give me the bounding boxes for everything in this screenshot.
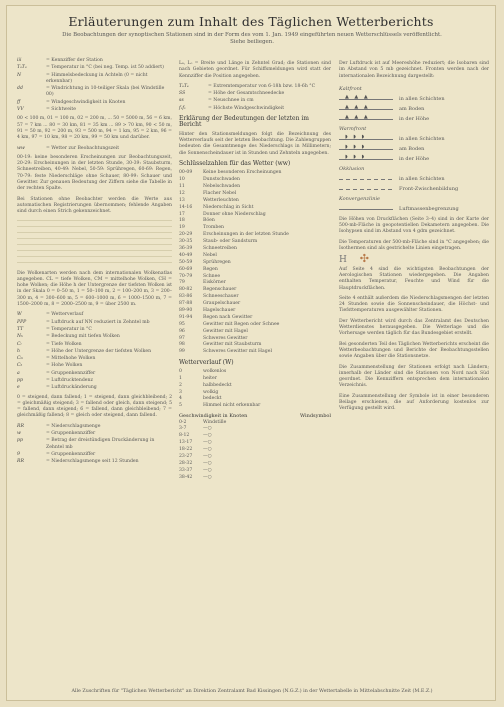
symbol-key: pp	[17, 438, 23, 444]
code-value: 30-35	[179, 239, 193, 245]
symbol-description: = Gruppenkennziffer	[46, 431, 96, 437]
front-note: in allen Schichten	[399, 135, 445, 142]
front-note: in allen Schichten	[399, 95, 445, 102]
weather-code-table	[179, 170, 331, 355]
symbol-key: Nₕ	[17, 334, 24, 340]
code-description: wolkenlos	[203, 368, 227, 374]
code-description: —○	[203, 447, 212, 453]
symbol-row	[17, 73, 172, 86]
front-row	[339, 154, 489, 164]
visibility-note: 00 < 100 m, 01 = 100 m, 02 = 200 m, ... 50 = 5000 m, 56 = 6 km, 57 = 7 km ... 80 = 30 km, 81 = 35 km ... 89 > 70 km, 90 < 50 m, 91 = 50 m, 92 = 200 m, 93 = 500 m, 94 = 1 km, 95 = 2 km, 96 = 4 km, 97 = 10 km, 98 = 20 km, 99 = 50 km und darüber.	[17, 116, 172, 141]
symbol-row	[17, 312, 172, 318]
code-row	[179, 232, 331, 238]
code-value: 1	[179, 375, 182, 381]
symbol-row	[17, 349, 172, 355]
code-row	[179, 274, 331, 280]
symbol-row	[17, 459, 172, 465]
code-description: Regenschauer	[203, 287, 237, 293]
symbol-key: fₓfₓ	[179, 105, 186, 111]
ww-symbol: ww	[17, 145, 25, 151]
front-symbol-icon	[339, 206, 399, 212]
symbol-description: = Gruppenkennziffer	[46, 451, 96, 457]
code-description: Schweres Gewitter	[203, 335, 248, 341]
symbol-description: = Wetterverlauf	[46, 312, 84, 318]
code-description: —○	[203, 426, 212, 432]
symbol-row	[17, 86, 172, 99]
code-description: Nebel	[203, 252, 217, 258]
front-note: am Boden	[399, 145, 425, 152]
code-value: 87-88	[179, 301, 193, 307]
code-row	[179, 376, 331, 382]
code-row	[179, 218, 331, 224]
symbol-description: = Höhe der Untergrenze der tiefsten Wolken	[46, 348, 152, 354]
w-heading: Wetterverlauf (W)	[179, 358, 234, 366]
symbol-key: TT	[17, 326, 24, 332]
code-description: —○	[203, 474, 212, 480]
symbol-description: = Höchste Windgeschwindigkeit	[208, 105, 285, 111]
symbol-list	[17, 58, 172, 113]
code-value: 5	[179, 403, 182, 409]
symbol-description: = Bedeckung mit tiefen Wolken	[46, 334, 120, 340]
symbol-description: = Höhe der Gesamtschneedecke	[208, 91, 285, 97]
symbol-description: = Sichtweite	[46, 107, 76, 113]
symbol-row	[17, 58, 172, 64]
code-value: 80-82	[179, 287, 193, 293]
symbol-list-2	[17, 312, 172, 391]
front-row	[339, 134, 489, 144]
symbol-row	[17, 107, 172, 113]
symbol-key: VV	[17, 107, 24, 113]
code-description: Sprühregen	[203, 259, 231, 265]
symbol-description: = Temperatur in °C	[46, 326, 92, 332]
symbol-description: = Himmelsbedeckung in Achteln (0 = nicht erkennbar)	[46, 72, 148, 84]
symbol-row	[17, 342, 172, 348]
code-value: 00-09	[179, 170, 193, 176]
code-description: —○	[203, 460, 212, 466]
front-note: in der Höhe	[399, 155, 430, 162]
symbol-key: PPP	[17, 319, 27, 325]
wind-table	[179, 420, 331, 481]
code-value: 2	[179, 382, 182, 388]
publisher-note: Der Wetterbericht wird durch das Zentralamt des Deutschen Wetterdienstes herausgegeben. Die Wetterlage und die Vorhersage werden täglich für das Bundesgebiet erstellt.	[339, 318, 489, 337]
code-description: bedeckt	[203, 396, 222, 402]
front-symbol-icon	[339, 136, 399, 142]
station-model-icon: ✣	[359, 252, 370, 266]
code-row	[179, 170, 331, 176]
symbol-key: e	[17, 385, 20, 391]
symbol-key: a	[17, 370, 20, 376]
code-description: Graupelschauer	[203, 301, 241, 307]
code-value: 96	[179, 328, 185, 334]
code-value: 89-90	[179, 307, 193, 313]
explanation-note: Hinter den Stationsmeldungen folgt die Bezeichnung des Wetterverlaufs seit der letzten Beobachtung. Die Zahlengruppen bedeuten die Gesamtmenge des Niederschlags in Millimetern; die Sonnenscheindauer ist in Stunden und Zehnteln angegeben.	[179, 131, 331, 156]
symbol-key: W	[17, 312, 22, 318]
code-description: wolkig	[203, 389, 219, 395]
front-note: Front-Zwischenbildung	[399, 185, 459, 192]
wind-header-speed: Geschwindigkeit in Knoten	[179, 412, 248, 419]
code-row	[179, 308, 331, 314]
symbol-key: h	[17, 348, 20, 354]
code-row	[179, 301, 331, 307]
code-row	[179, 468, 331, 474]
symbol-description: = Temperatur in °C (bei neg. Temp. ist 50 addiert)	[46, 65, 164, 71]
page-title: Erläuterungen zum Inhalt des Täglichen Wetterberichts	[68, 14, 434, 29]
code-row	[179, 396, 331, 402]
front-note: in allen Schichten	[399, 175, 445, 182]
code-row	[179, 336, 331, 342]
code-description: —○	[203, 440, 212, 446]
symbol-key: TₑTₑ	[179, 83, 189, 89]
code-value: 18-22	[179, 447, 193, 453]
code-row	[179, 267, 331, 273]
symbol-description: = Hohe Wolken	[46, 363, 83, 369]
isobar-note: Der Luftdruck ist auf Meereshöhe reduziert; die Isobaren sind im Abstand von 5 mb gezeichnet. Fronten werden nach der internationalen Bezeichnung dargestellt:	[339, 61, 489, 79]
cloud-note: Die Wolkenarten werden nach dem internationalen Wolkenatlas angegeben. CL = tiefe Wolken, CM = mittelhohe Wolken, CH = hohe Wolken; die Höhe h der Untergrenze der tiefsten Wolken ist in der Skala 0 = 0–50 m, 1 = 50–100 m, 2 = 100–200 m, 3 = 200–300 m, 4 = 300–600 m, 5 = 600–1000 m, 6 = 1000–1500 m, 7 = 1500–2000 m, 8 = 2000–2500 m, 9 = über 2500 m.	[17, 270, 172, 308]
code-description: Staub- oder Sandsturm	[203, 239, 258, 245]
symbol-key: Cₘ	[17, 356, 24, 362]
wind-header	[179, 413, 331, 419]
front-symbol-icon	[339, 96, 399, 102]
code-value: 97	[179, 335, 185, 341]
code-row	[179, 246, 331, 252]
symbol-description: = Luftdruckänderung	[46, 385, 97, 391]
symbol-row	[179, 91, 331, 97]
code-description: heiter	[203, 375, 217, 381]
code-row	[179, 383, 331, 389]
code-row	[179, 329, 331, 335]
code-value: 13-17	[179, 440, 193, 446]
aerology-note: Auf Seite 4 sind die wichtigsten Beobachtungen der Aerologischen Stationen wiedergegeben. Die Angaben enthalten Temperatur, Feuchte und Wind für die Hauptdruckflächen.	[339, 266, 489, 291]
page-footer: Alle Zuschriften für "Täglichen Wetterbericht" an Direktion Zentralamt Bad Kissingen (N.G.Z.) in der Wettertabelle in Mittelabschnitte Zeit (M.E.Z.)	[71, 689, 433, 694]
symbol-row	[17, 100, 172, 106]
code-row	[179, 426, 331, 432]
symbol-key: w	[17, 431, 21, 437]
code-description: Dunstschwaden	[203, 177, 240, 183]
code-value: 17	[179, 211, 185, 217]
code-row	[179, 342, 331, 348]
code-row	[179, 315, 331, 321]
symbol-row	[17, 438, 172, 451]
code-row	[179, 454, 331, 460]
code-row	[179, 322, 331, 328]
front-row	[339, 104, 489, 114]
code-row	[179, 253, 331, 259]
right-column	[339, 58, 489, 417]
code-value: 83-86	[179, 294, 193, 300]
code-row	[179, 461, 331, 467]
symbol-row	[17, 385, 172, 391]
front-label: Okklusion	[339, 165, 365, 172]
code-description: Hagelschauer	[203, 307, 236, 313]
front-label: Warmfront	[339, 125, 367, 132]
code-description: —○	[203, 467, 212, 473]
symbol-description: = Gruppenkennziffer	[46, 370, 96, 376]
symbol-row	[17, 327, 172, 333]
station-glyph: H	[339, 255, 348, 266]
symbol-key: ff	[17, 99, 21, 105]
code-row	[179, 294, 331, 300]
front-symbol-icon	[339, 116, 399, 122]
station-note: Bei Stationen ohne Beobachter werden die Werte aus automatischen Registrierungen übernommen; fehlende Angaben sind durch einen Strich gekennzeichnet.	[17, 196, 172, 215]
code-row	[179, 475, 331, 481]
symbol-row	[17, 65, 172, 71]
front-row	[339, 204, 489, 214]
code-value: 4	[179, 396, 182, 402]
front-symbol-icon	[339, 106, 399, 112]
front-symbol-icon	[339, 186, 399, 192]
code-value: 0-2	[179, 419, 187, 425]
symbol-description: = Luftdruck auf NN reduziert in Zehntel mb	[46, 319, 150, 325]
code-value: 33-37	[179, 467, 193, 473]
subtitle-line-1: Die Beobachtungen der synoptischen Stationen sind in der Form des vom 1. Jan. 1949 eingeführten neuen Wetterschlüssels veröffentlicht.	[62, 32, 442, 38]
code-value: 91-94	[179, 314, 193, 320]
code-description: Tromben	[203, 225, 224, 231]
code-value: 11	[179, 183, 185, 189]
code-row	[179, 184, 331, 190]
symbol-description: = Neuschnee in cm	[208, 98, 254, 104]
code-value: 36-39	[179, 245, 193, 251]
code-value: 8-12	[179, 433, 190, 439]
code-value: 12	[179, 190, 185, 196]
code-value: 99	[179, 349, 185, 355]
code-description: Gewitter mit Regen oder Schnee	[203, 321, 280, 327]
code-description: Wetterleuchten	[203, 197, 239, 203]
symbol-description: = Luftdrucktendenz	[46, 377, 93, 383]
symbol-description: = Betrag der dreistündigen Druckänderung in Zehntel mb	[46, 438, 155, 450]
symbol-key: TₐTₐ	[17, 65, 27, 71]
station-order-note: Die Zusammenstellung der Stationen erfolgt nach Ländern; innerhalb der Länder sind die Stationen von Nord nach Süd geordnet. Die Kennziffern entsprechen dem internationalen Verzeichnis.	[339, 364, 489, 389]
front-label: Konvergenzlinie	[339, 195, 380, 202]
code-row	[179, 225, 331, 231]
code-description: halbbedeckt	[203, 382, 232, 388]
code-description: Erscheinungen in der letzten Stunde	[203, 232, 289, 238]
code-row	[179, 239, 331, 245]
symbol-key: SS	[179, 91, 186, 97]
code-row	[179, 177, 331, 183]
front-symbol-icon	[339, 146, 399, 152]
code-description: Schweres Gewitter mit Hagel	[203, 349, 272, 355]
ww-note: 00-19: keine besonderen Erscheinungen zur Beobachtungszeit, 20-29: Erscheinungen in der letzten Stunde, 30-39: Staubsturm, Schneetreiben, 40-49: Nebel, 50-59: Sprühregen, 60-69: Regen, 70-79: feste Niederschläge ohne Schauer, 80-99: Schauer und Gewitter. Zur genauen Bedeutung der Ziffern siehe die Tabelle in der rechten Spalte.	[17, 154, 172, 192]
symbol-key: ss	[179, 98, 184, 104]
front-symbols	[339, 84, 489, 214]
tendency-note: 0 = steigend, dann fallend; 1 = steigend, dann gleichbleibend; 2 = gleichmäßig steigend; 3 = fallend oder gleich, dann steigend; 5 = fallend, dann steigend; 6 = fallend, dann gleichbleibend; 7 = gleichmäßig fallend; 8 = gleich oder steigend, dann fallend.	[17, 394, 172, 419]
symbols-note: Eine Zusammenstellung der Symbole ist in einer besonderen Beilage erschienen, die auf Anforderung kostenlos zur Verfügung gestellt wird.	[339, 393, 489, 412]
symbol-row	[17, 431, 172, 437]
symbol-description: = Niederschlagsmenge seit 12 Stunden	[46, 459, 139, 465]
codes-heading: Schlüsselzahlen für das Wetter (ww)	[179, 159, 291, 167]
front-label: Kaltfront	[339, 85, 362, 92]
code-value: 38-42	[179, 474, 193, 480]
code-description: Regen nach Gewitter	[203, 314, 253, 320]
symbol-key: 9	[17, 451, 20, 457]
page-subtitle	[47, 32, 457, 46]
code-row	[179, 287, 331, 293]
symbol-key: pp	[17, 377, 23, 383]
front-row	[339, 114, 489, 124]
code-value: 3	[179, 389, 182, 395]
symbol-row	[179, 84, 331, 90]
symbol-description: = Tiefe Wolken	[46, 341, 82, 347]
subtitle-line-2: Siehe beiliegen.	[230, 39, 274, 45]
code-description: —○	[203, 433, 212, 439]
code-description: Donner ohne Niederschlag	[203, 211, 266, 217]
front-note: in der Höhe	[399, 115, 430, 122]
code-value: 50-59	[179, 259, 193, 265]
symbol-row	[17, 424, 172, 430]
symbol-key: N	[17, 72, 22, 78]
code-row	[179, 280, 331, 286]
code-value: 95	[179, 321, 185, 327]
code-description: Regen	[203, 266, 218, 272]
code-value: 19	[179, 225, 185, 231]
code-description: Böen	[203, 218, 215, 224]
code-value: 40-49	[179, 252, 193, 258]
code-row	[179, 369, 331, 375]
symbol-row	[17, 363, 172, 369]
code-description: Eiskörner	[203, 280, 226, 286]
code-description: Keine besonderen Erscheinungen	[203, 170, 282, 176]
symbol-row	[17, 371, 172, 377]
code-value: 10	[179, 177, 185, 183]
code-value: 79	[179, 280, 185, 286]
code-value: 98	[179, 342, 185, 348]
code-description: Nebelschwaden	[203, 183, 241, 189]
section-heading: Erklärung der Bedeutungen der letzten im Bericht	[179, 115, 309, 129]
code-value: 0	[179, 368, 182, 374]
front-note: Luftmassenbegrenzung	[399, 205, 459, 212]
code-description: Niederschlag in Sicht	[203, 204, 254, 210]
code-row	[179, 260, 331, 266]
ww-definition	[17, 146, 172, 152]
code-value: 3-7	[179, 426, 187, 432]
code-description: —○	[203, 454, 212, 459]
code-row	[179, 447, 331, 453]
precip-note: Seite 4 enthält außerdem die Niederschlagsmengen der letzten 24 Stunden sowie die Sonnenscheindauer, die Höchst- und Tiefsttemperaturen ausgewählter Stationen.	[339, 295, 489, 314]
code-description: Flacher Nebel	[203, 190, 237, 196]
symbol-list	[179, 84, 331, 112]
left-column	[17, 58, 172, 467]
symbol-row	[179, 106, 331, 112]
symbol-list-3	[17, 424, 172, 466]
code-value: 23-27	[179, 454, 193, 459]
symbol-row	[17, 320, 172, 326]
symbol-key: Cₕ	[17, 363, 23, 369]
symbol-key: Cₗ	[17, 341, 22, 347]
w-code-table	[179, 369, 331, 410]
code-value: 20-29	[179, 232, 193, 238]
code-row	[179, 191, 331, 197]
symbol-row	[17, 452, 172, 458]
code-description: Schnee	[203, 273, 221, 279]
code-row	[179, 433, 331, 439]
symbol-description: = Extremtemperatur von 6-18h bzw. 18-6h °C	[208, 83, 316, 89]
code-description: Schneeschauer	[203, 294, 239, 300]
front-row	[339, 144, 489, 154]
supplement-note: Bei gesonderten Teil des Täglichen Wetterberichts erscheint die Wetterbeobachtungen und Berichte der Beobachtungsstellen sowie Angaben über die Stationsnetze.	[339, 341, 489, 360]
symbol-description: = Windgeschwindigkeit in Knoten	[46, 99, 126, 105]
document-page	[6, 5, 496, 701]
code-description: Himmel nicht erkennbar	[203, 403, 261, 409]
code-row	[179, 212, 331, 218]
position-note: Lₐ, Lₒ = Breite und Länge in Zehntel Grad; die Stationen sind nach Gebieten geordnet. Für Schiffsmeldungen wird statt der Kennziffer die Position angegeben.	[179, 61, 331, 79]
symbol-description: = Niederschlagsmenge	[46, 423, 101, 429]
front-row	[339, 184, 489, 194]
symbol-description: = Windrichtung in 10-teiliger Skala (bei Windstille 00)	[46, 86, 165, 98]
symbol-key: RR	[17, 423, 24, 429]
code-value: 14-16	[179, 204, 193, 210]
temp-note: Die Temperaturen der 500-mb-Fläche sind in °C angegeben; die Isothermen sind als gestrichelte Linien eingetragen.	[339, 239, 489, 252]
code-row	[179, 349, 331, 355]
code-description: Schneetreiben	[203, 245, 237, 251]
symbol-description: = Kennziffer der Station	[46, 58, 103, 63]
station-model-figure	[339, 252, 489, 266]
code-value: 18	[179, 218, 185, 224]
text-block-faint	[17, 220, 172, 268]
front-row	[339, 94, 489, 104]
height-note: Die Höhen von Druckflächen (Seite 3–4) sind in der Karte der 500-mb-Fläche in geopotentiellen Dekametern angegeben. Die Isohypsen sind im Abstand von 4 gdm gezeichnet.	[339, 216, 489, 235]
middle-column	[179, 58, 331, 482]
symbol-key: dd	[17, 86, 23, 92]
wind-header-symbol: Windsymbol	[299, 412, 331, 419]
front-row	[339, 174, 489, 184]
symbol-description: = Mittelhohe Wolken	[46, 356, 96, 362]
code-value: 28-32	[179, 460, 193, 466]
code-row	[179, 420, 331, 426]
code-description: Gewitter mit Staubsturm	[203, 342, 262, 348]
symbol-row	[17, 334, 172, 340]
code-row	[179, 205, 331, 211]
front-symbol-icon	[339, 156, 399, 162]
symbol-row	[17, 378, 172, 384]
symbol-key: RR	[17, 459, 24, 465]
code-description: Gewitter mit Hagel	[203, 328, 248, 334]
code-value: 13	[179, 197, 185, 203]
code-row	[179, 198, 331, 204]
code-row	[179, 390, 331, 396]
symbol-row	[17, 356, 172, 362]
symbol-key: iii	[17, 58, 22, 63]
code-value: 70-79	[179, 273, 193, 279]
symbol-row	[179, 98, 331, 104]
code-row	[179, 440, 331, 446]
ww-text: = Wetter zur Beobachtungszeit	[46, 145, 120, 151]
code-row	[179, 403, 331, 409]
code-description: Windstille	[203, 419, 227, 425]
code-value: 60-69	[179, 266, 193, 272]
front-symbol-icon	[339, 176, 399, 182]
front-note: am Boden	[399, 105, 425, 112]
